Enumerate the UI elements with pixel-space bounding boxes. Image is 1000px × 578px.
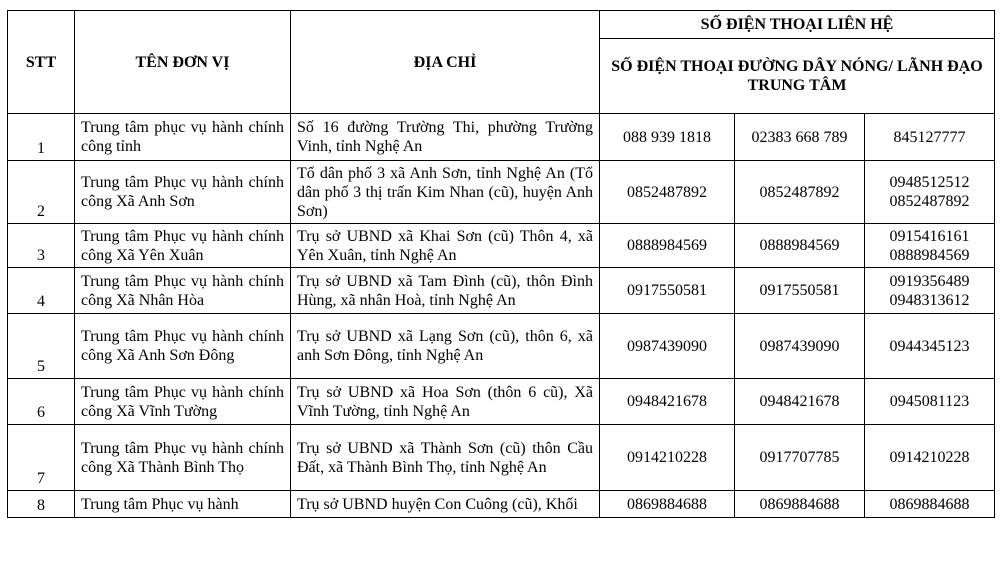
header-address: ĐỊA CHỈ bbox=[291, 11, 600, 114]
row-phone-1: 0917550581 bbox=[600, 268, 735, 314]
row-address: Trụ sở UBND xã Thành Sơn (cũ) thôn Cầu Đất, xã Thành Bình Thọ, tỉnh Nghệ An bbox=[291, 425, 600, 491]
row-phone-3: 0914210228 bbox=[865, 425, 995, 491]
row-phone-3: 845127777 bbox=[865, 114, 995, 161]
table-row bbox=[8, 268, 995, 314]
row-phone-3: 0869884688 bbox=[865, 491, 995, 518]
row-phone-2: 0869884688 bbox=[735, 491, 865, 518]
row-phone-3: 0948512512 0852487892 bbox=[865, 161, 995, 224]
row-stt: 1 bbox=[8, 114, 75, 161]
row-unit: Trung tâm Phục vụ hành chính công Xã Vĩnh Tường bbox=[75, 379, 291, 425]
contact-table bbox=[7, 10, 995, 518]
row-phone-2: 02383 668 789 bbox=[735, 114, 865, 161]
row-stt: 4 bbox=[8, 268, 75, 314]
row-unit: Trung tâm Phục vụ hành bbox=[75, 491, 291, 518]
row-unit: Trung tâm Phục vụ hành chính công Xã Anh Sơn Đông bbox=[75, 314, 291, 379]
row-phone-3: 0945081123 bbox=[865, 379, 995, 425]
row-phone-3: 0919356489 0948313612 bbox=[865, 268, 995, 314]
row-address: Trụ sở UBND xã Lạng Sơn (cũ), thôn 6, xã anh Sơn Đông, tỉnh Nghệ An bbox=[291, 314, 600, 379]
row-stt: 2 bbox=[8, 161, 75, 224]
row-unit: Trung tâm Phục vụ hành chính công Xã Nhân Hòa bbox=[75, 268, 291, 314]
row-stt: 7 bbox=[8, 425, 75, 491]
row-phone-2: 0948421678 bbox=[735, 379, 865, 425]
table-row bbox=[8, 224, 995, 268]
table-body bbox=[8, 114, 995, 518]
row-phone-1: 0914210228 bbox=[600, 425, 735, 491]
row-unit: Trung tâm Phục vụ hành chính công Xã Anh Sơn bbox=[75, 161, 291, 224]
table-row bbox=[8, 425, 995, 491]
row-stt: 8 bbox=[8, 491, 75, 518]
table-row bbox=[8, 491, 995, 518]
row-phone-1: 0869884688 bbox=[600, 491, 735, 518]
header-contact: SỐ ĐIỆN THOẠI LIÊN HỆ bbox=[600, 11, 995, 39]
row-stt: 6 bbox=[8, 379, 75, 425]
row-address: Trụ sở UBND xã Khai Sơn (cũ) Thôn 4, xã Yên Xuân, tỉnh Nghệ An bbox=[291, 224, 600, 268]
row-phone-2: 0917707785 bbox=[735, 425, 865, 491]
table-row bbox=[8, 379, 995, 425]
row-phone-1: 0948421678 bbox=[600, 379, 735, 425]
header-stt: STT bbox=[8, 11, 75, 114]
row-address: Trụ sở UBND xã Hoa Sơn (thôn 6 cũ), Xã Vĩnh Tường, tỉnh Nghệ An bbox=[291, 379, 600, 425]
row-stt: 3 bbox=[8, 224, 75, 268]
table-row bbox=[8, 114, 995, 161]
row-address: Trụ sở UBND huyện Con Cuông (cũ), Khối bbox=[291, 491, 600, 518]
row-unit: Trung tâm Phục vụ hành chính công Xã Thành Bình Thọ bbox=[75, 425, 291, 491]
row-unit: Trung tâm phục vụ hành chính công tỉnh bbox=[75, 114, 291, 161]
row-stt: 5 bbox=[8, 314, 75, 379]
row-phone-2: 0987439090 bbox=[735, 314, 865, 379]
row-phone-3: 0944345123 bbox=[865, 314, 995, 379]
header-unit: TÊN ĐƠN VỊ bbox=[75, 11, 291, 114]
table-row bbox=[8, 161, 995, 224]
row-phone-2: 0888984569 bbox=[735, 224, 865, 268]
row-phone-1: 0852487892 bbox=[600, 161, 735, 224]
row-address: Trụ sở UBND xã Tam Đình (cũ), thôn Đình Hùng, xã nhân Hoà, tỉnh Nghệ An bbox=[291, 268, 600, 314]
table-row bbox=[8, 314, 995, 379]
row-phone-3: 0915416161 0888984569 bbox=[865, 224, 995, 268]
header-hotline: SỐ ĐIỆN THOẠI ĐƯỜNG DÂY NÓNG/ LÃNH ĐẠO TRUNG TÂM bbox=[600, 39, 995, 114]
row-phone-1: 0987439090 bbox=[600, 314, 735, 379]
row-phone-2: 0917550581 bbox=[735, 268, 865, 314]
row-phone-2: 0852487892 bbox=[735, 161, 865, 224]
row-phone-1: 0888984569 bbox=[600, 224, 735, 268]
row-address: Tổ dân phố 3 xã Anh Sơn, tỉnh Nghệ An (Tổ dân phố 3 thị trấn Kim Nhan (cũ), huyện Anh Sơn) bbox=[291, 161, 600, 224]
row-unit: Trung tâm Phục vụ hành chính công Xã Yên Xuân bbox=[75, 224, 291, 268]
row-phone-1: 088 939 1818 bbox=[600, 114, 735, 161]
row-address: Số 16 đường Trường Thi, phường Trường Vinh, tỉnh Nghệ An bbox=[291, 114, 600, 161]
